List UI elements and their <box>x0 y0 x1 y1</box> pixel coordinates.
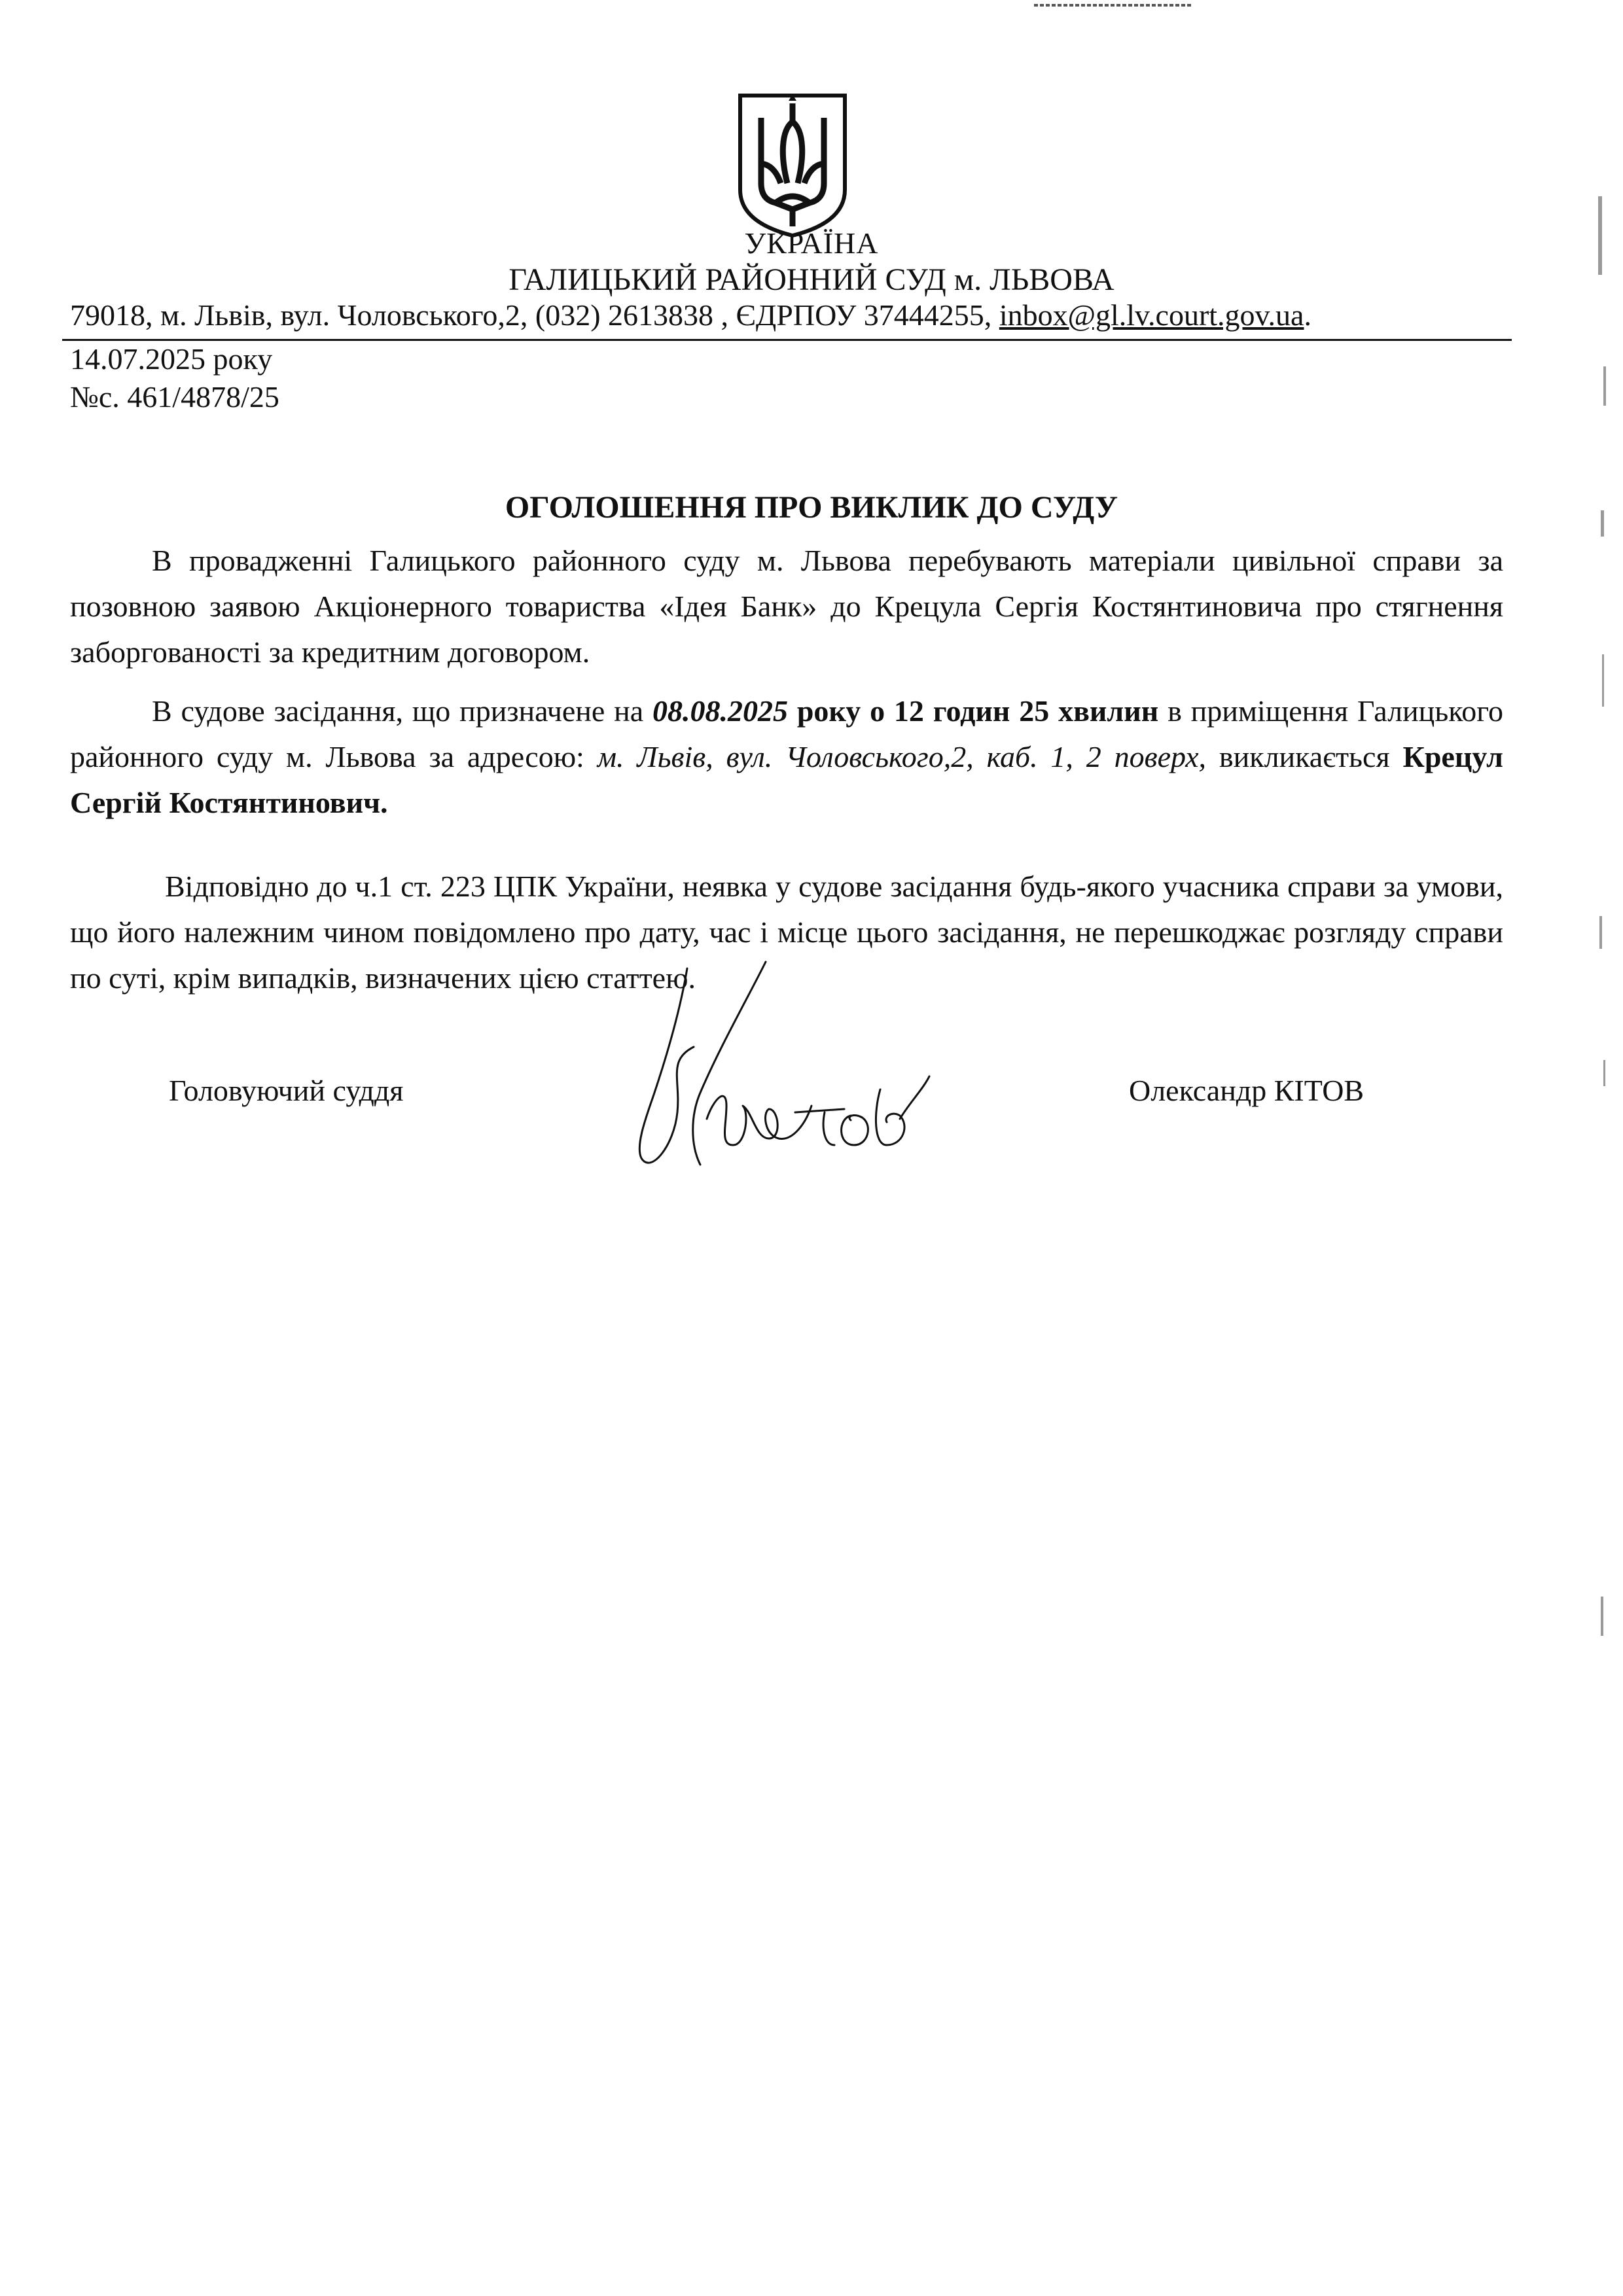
address-text: 79018, м. Львів, вул. Чоловського,2, (032) 2613838 , ЄДРПОУ 37444255, <box>70 298 999 332</box>
summoned-person: Крецул Сергій Костянтинович. <box>70 740 1503 819</box>
paragraph-proceedings: В провадженні Галицького районного суду м. Львова перебувають матеріали цивільної справи за позовною заявою Акціонерного товариства «Ідея Банк» до Крецула Сергія Костянтиновича про стягнення заборгованості за кредитним договором. <box>70 544 1503 669</box>
court-address <box>70 298 1311 332</box>
summons-intro: В судове засідання, що призначене на <box>152 694 652 728</box>
address-end: . <box>1304 298 1311 332</box>
hearing-time: року о 12 годин 25 хвилин <box>787 694 1159 728</box>
hearing-date: 08.08.2025 <box>652 694 788 728</box>
country-name: УКРАЇНА <box>744 226 879 260</box>
court-name: ГАЛИЦЬКИЙ РАЙОННИЙ СУД м. ЛЬВОВА <box>508 262 1115 297</box>
document-date: 14.07.2025 року <box>70 342 273 376</box>
court-email: inbox@gl.lv.court.gov.ua <box>999 298 1304 332</box>
paragraph-legal-basis: Відповідно до ч.1 ст. 223 ЦПК України, неявка у судове засідання будь-якого учасника справи за умови, що його належним чином повідомлено про дату, час і місце цього засідання, не перешкоджає розгляду справи по суті, крім випадків, визначених цією статтею. <box>70 870 1503 995</box>
summons-place-intro: в приміщення Галицького районного суду м. Львова за адресою: <box>70 694 1503 773</box>
summons-called: викликається <box>1206 740 1403 773</box>
handwritten-signature <box>628 949 942 1210</box>
judge-role: Головуючий суддя <box>169 1074 404 1107</box>
ukraine-trident-coat-of-arms-icon <box>735 92 850 239</box>
scan-artifact-edge <box>1584 196 1623 1767</box>
hearing-location: м. Львів, вул. Чоловського,2, каб. 1, 2 поверх, <box>597 740 1207 773</box>
paragraph-summons <box>70 688 1503 826</box>
document-title: ОГОЛОШЕННЯ ПРО ВИКЛИК ДО СУДУ <box>505 490 1118 525</box>
scan-artifact-top <box>1034 4 1191 7</box>
header-divider <box>62 339 1512 341</box>
case-number: №с. 461/4878/25 <box>70 380 279 414</box>
judge-name: Олександр КІТОВ <box>1129 1074 1364 1107</box>
